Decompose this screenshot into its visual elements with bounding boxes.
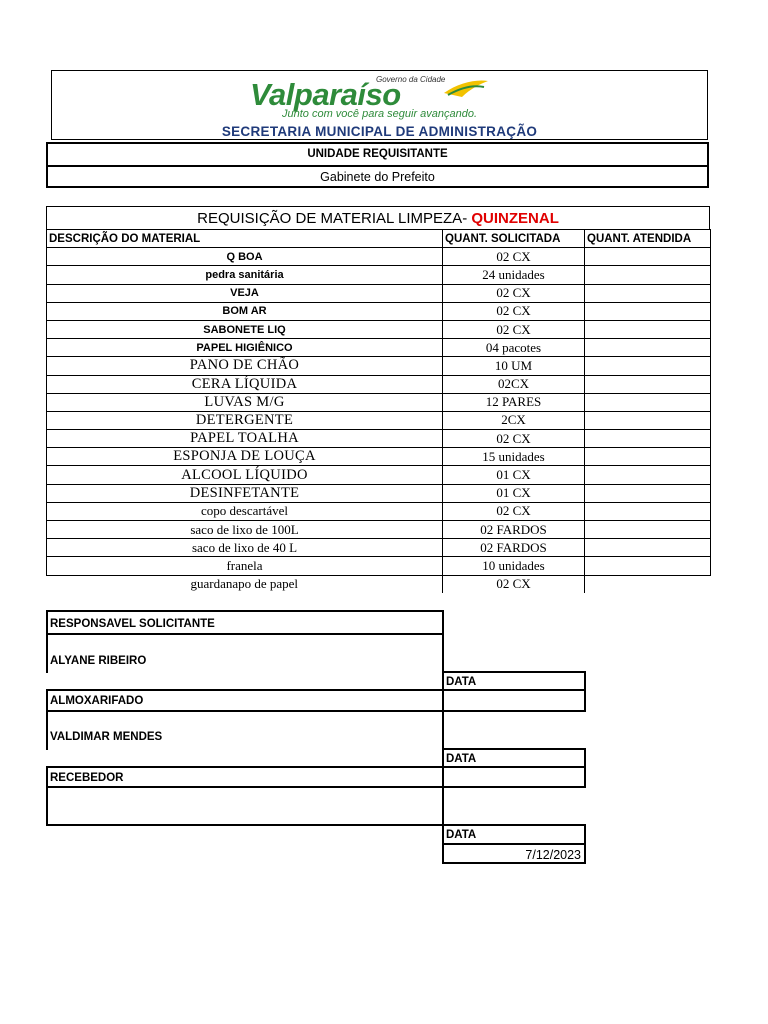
data-label-3: DATA [446,829,477,841]
item-quantity-fulfilled[interactable] [585,521,711,539]
table-row [47,466,711,484]
item-quantity-fulfilled[interactable] [585,557,711,575]
item-description: pedra sanitária [47,266,443,284]
gov-label: Governo da Cidade [376,75,446,84]
item-quantity-fulfilled[interactable] [585,375,711,393]
secretaria-title: SECRETARIA MUNICIPAL DE ADMINISTRAÇÃO [221,124,538,139]
table-header-row [47,230,711,248]
table-row [47,339,711,357]
unit-box [46,142,709,188]
data-label-1: DATA [446,676,477,688]
item-quantity-requested: 01 CX [443,484,585,502]
table-row [47,539,711,557]
document-header [51,70,708,140]
item-quantity-requested: 02 CX [443,430,585,448]
item-quantity-fulfilled[interactable] [585,248,711,266]
item-quantity-fulfilled[interactable] [585,430,711,448]
item-description: DESINFETANTE [47,484,443,502]
item-quantity-fulfilled[interactable] [585,302,711,320]
recebedor-divider [442,766,444,788]
item-quantity-requested: 02CX [443,375,585,393]
item-quantity-fulfilled[interactable] [585,284,711,302]
responsavel-name: ALYANE RIBEIRO [50,655,147,667]
item-quantity-fulfilled[interactable] [585,575,711,593]
item-description: PAPEL HIGIÊNICO [47,339,443,357]
item-quantity-requested: 02 CX [443,575,585,593]
item-quantity-fulfilled[interactable] [585,466,711,484]
table-row [47,430,711,448]
item-description: copo descartável [47,502,443,520]
item-quantity-fulfilled[interactable] [585,320,711,338]
table-row [47,357,711,375]
item-quantity-requested: 15 unidades [443,448,585,466]
item-quantity-requested: 04 pacotes [443,339,585,357]
table-row [47,575,711,593]
valparaiso-logo [248,73,518,119]
item-quantity-fulfilled[interactable] [585,339,711,357]
item-description: franela [47,557,443,575]
item-quantity-requested: 02 CX [443,248,585,266]
item-quantity-requested: 02 CX [443,320,585,338]
requisition-title [46,206,710,229]
unit-label: UNIDADE REQUISITANTE [48,144,707,167]
data-label-2: DATA [446,753,477,765]
requisition-title-highlight: QUINZENAL [471,210,559,227]
table-row [47,393,711,411]
recebedor-label-box [46,766,586,788]
items-table [46,229,711,593]
almox-name-box [46,710,444,750]
unit-value: Gabinete do Prefeito [320,170,435,184]
item-quantity-fulfilled[interactable] [585,539,711,557]
item-description: LUVAS M/G [47,393,443,411]
recebedor-label: RECEBEDOR [50,772,124,784]
item-quantity-requested: 24 unidades [443,266,585,284]
item-quantity-requested: 02 CX [443,284,585,302]
almox-name: VALDIMAR MENDES [50,731,163,743]
item-description: BOM AR [47,302,443,320]
recebedor-sign-box [46,786,444,826]
data-box-1 [442,671,586,691]
requisition-title-text: REQUISIÇÃO DE MATERIAL LIMPEZA- [197,210,472,227]
item-quantity-fulfilled[interactable] [585,411,711,429]
item-description: saco de lixo de 100L [47,521,443,539]
almox-divider [442,689,444,712]
item-quantity-fulfilled[interactable] [585,484,711,502]
item-quantity-fulfilled[interactable] [585,502,711,520]
city-wordmark: Valparaíso [250,77,401,112]
table-row [47,375,711,393]
table-row [47,502,711,520]
table-row [47,557,711,575]
final-date-box [442,843,586,864]
item-quantity-fulfilled[interactable] [585,266,711,284]
item-quantity-fulfilled[interactable] [585,357,711,375]
item-description: PANO DE CHÃO [47,357,443,375]
city-tagline: Junto com você para seguir avançando. [282,108,478,120]
col-header-solicitada: QUANT. SOLICITADA [443,230,585,248]
item-description: PAPEL TOALHA [47,430,443,448]
table-row [47,284,711,302]
almox-label-box [46,689,586,712]
item-quantity-fulfilled[interactable] [585,393,711,411]
item-quantity-fulfilled[interactable] [585,448,711,466]
responsavel-name-box [46,633,444,673]
table-row [47,448,711,466]
col-header-atendida: QUANT. ATENDIDA [585,230,711,248]
table-row [47,521,711,539]
table-row [47,411,711,429]
item-description: DETERGENTE [47,411,443,429]
item-quantity-requested: 02 CX [443,502,585,520]
item-quantity-requested: 2CX [443,411,585,429]
table-row [47,248,711,266]
table-row [47,302,711,320]
table-row [47,484,711,502]
responsavel-label: RESPONSAVEL SOLICITANTE [50,618,215,630]
table-row [47,320,711,338]
item-description: ALCOOL LÍQUIDO [47,466,443,484]
item-quantity-requested: 02 FARDOS [443,539,585,557]
almox-label: ALMOXARIFADO [50,695,144,707]
table-row [47,266,711,284]
item-quantity-requested: 12 PARES [443,393,585,411]
item-quantity-requested: 10 unidades [443,557,585,575]
responsavel-label-box [46,610,444,635]
item-description: SABONETE LIQ [47,320,443,338]
item-description: guardanapo de papel [47,575,443,593]
col-header-descricao: DESCRIÇÃO DO MATERIAL [47,230,443,248]
item-quantity-requested: 02 FARDOS [443,521,585,539]
data-box-2 [442,748,586,768]
item-quantity-requested: 02 CX [443,302,585,320]
item-quantity-requested: 01 CX [443,466,585,484]
items-body [47,248,711,594]
item-quantity-requested: 10 UM [443,357,585,375]
item-description: VEJA [47,284,443,302]
requisition-table [46,206,710,593]
item-description: Q BOA [47,248,443,266]
item-description: saco de lixo de 40 L [47,539,443,557]
final-date: 7/12/2023 [525,848,581,862]
item-description: CERA LÍQUIDA [47,375,443,393]
data-box-3 [442,824,586,845]
item-description: ESPONJA DE LOUÇA [47,448,443,466]
